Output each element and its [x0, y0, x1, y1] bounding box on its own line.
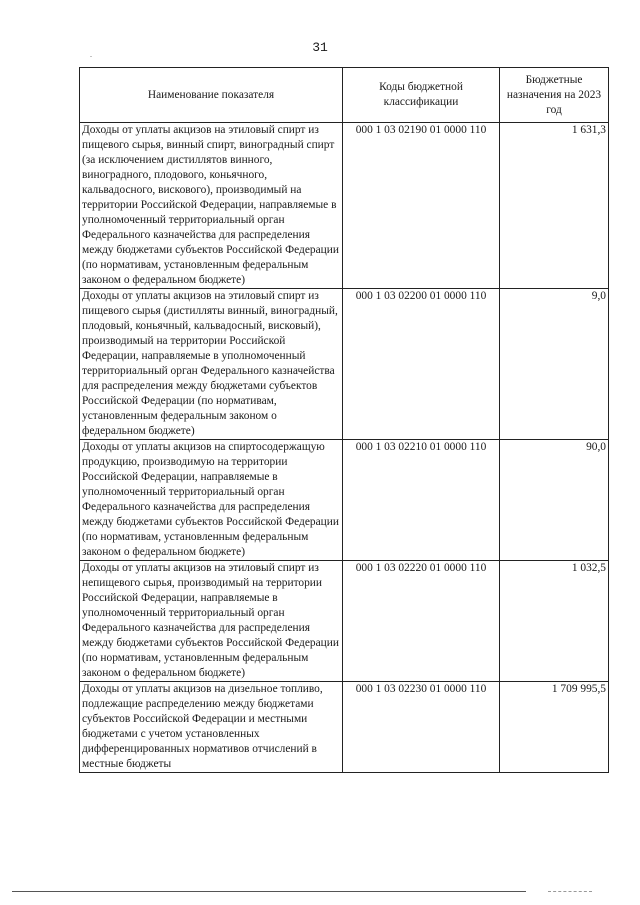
- row-name: Доходы от уплаты акцизов на этиловый спирт из пищевого сырья, винный спирт, виноградный спирт (за исключением дистиллятов винного, виноградного, плодового, коньячного, кальвадосного, вискового), производимый на территории Российской Федерации, направляемые в уполномоченный территориальный орган Федерального казначейства для распределения между бюджетами субъектов Российской Федерации (по нормативам, установленным федеральным законом о федеральном бюджете): [80, 123, 343, 289]
- row-amount: 90,0: [500, 440, 609, 561]
- row-amount: 1 631,3: [500, 123, 609, 289]
- header-amount: Бюджетные назначения на 2023 год: [500, 68, 609, 123]
- table-header-row: [80, 68, 609, 123]
- row-amount: 1 032,5: [500, 561, 609, 682]
- row-code: 000 1 03 02190 01 0000 110: [343, 123, 500, 289]
- row-code: 000 1 03 02230 01 0000 110: [343, 682, 500, 773]
- table-row: [80, 289, 609, 440]
- table-row: [80, 561, 609, 682]
- table-row: [80, 123, 609, 289]
- footer-divider: [12, 891, 526, 892]
- row-name: Доходы от уплаты акцизов на этиловый спирт из непищевого сырья, производимый на территории Российской Федерации, направляемые в уполномоченный территориальный орган Федерального казначейства для распределения между бюджетами субъектов Российской Федерации (по нормативам, установленным федеральным законом о федеральном бюджете): [80, 561, 343, 682]
- budget-table: [79, 67, 609, 773]
- row-name: Доходы от уплаты акцизов на дизельное топливо, подлежащие распределению между бюджетами субъектов Российской Федерации и местными бюджетами с учетом установленных дифференцированных нормативов отчислений в местные бюджеты: [80, 682, 343, 773]
- header-code: Коды бюджетной классификации: [343, 68, 500, 123]
- page-number: 31: [312, 40, 328, 55]
- table-row: [80, 682, 609, 773]
- row-amount: 9,0: [500, 289, 609, 440]
- row-amount: 1 709 995,5: [500, 682, 609, 773]
- margin-mark: .: [90, 50, 92, 59]
- row-code: 000 1 03 02210 01 0000 110: [343, 440, 500, 561]
- table-row: [80, 440, 609, 561]
- row-code: 000 1 03 02200 01 0000 110: [343, 289, 500, 440]
- row-name: Доходы от уплаты акцизов на спиртосодержащую продукцию, производимую на территории Российской Федерации, направляемые в уполномоченный территориальный орган Федерального казначейства для распределения между бюджетами субъектов Российской Федерации (по нормативам, установленным федеральным законом о федеральном бюджете): [80, 440, 343, 561]
- footer-divider-dashed: [548, 891, 592, 892]
- header-name: Наименование показателя: [80, 68, 343, 123]
- row-code: 000 1 03 02220 01 0000 110: [343, 561, 500, 682]
- row-name: Доходы от уплаты акцизов на этиловый спирт из пищевого сырья (дистилляты винный, виноградный, плодовый, коньячный, кальвадосный, висковый), производимый на территории Российской Федерации, направляемые в уполномоченный территориальный орган Федерального казначейства для распределения между бюджетами субъектов Российской Федерации (по нормативам, установленным федеральным законом о федеральном бюджете): [80, 289, 343, 440]
